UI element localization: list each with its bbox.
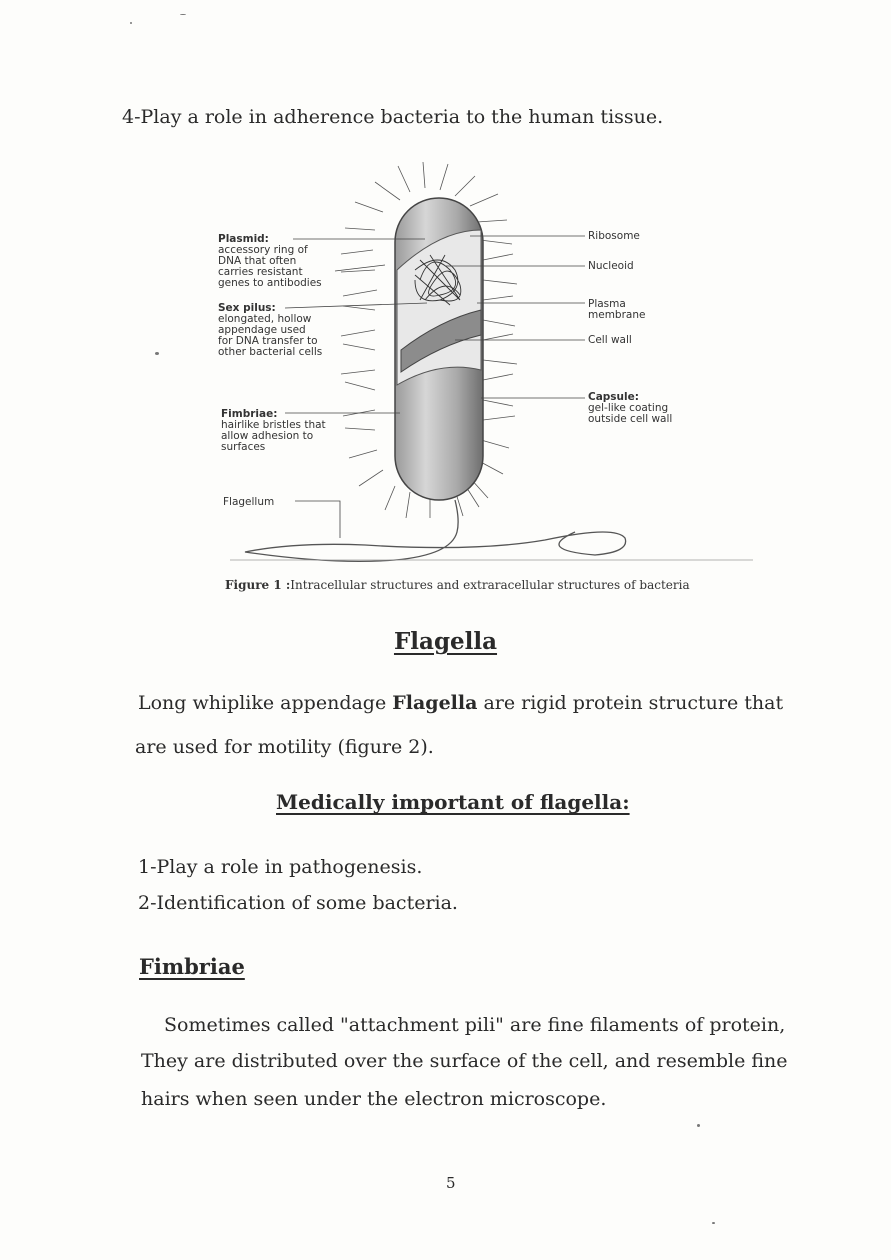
bacteria-diagram — [215, 160, 760, 580]
label-plasma-membrane: membrane — [588, 309, 646, 321]
fimbriae-line-1: Sometimes called "attachment pili" are fine filaments of protein, — [164, 1014, 786, 1036]
scan-speck — [180, 14, 186, 15]
fimbriae-line-3: hairs when seen under the electron microscope. — [141, 1088, 607, 1110]
label-plasma-membrane: Plasma — [588, 298, 626, 310]
label-capsule-line: outside cell wall — [588, 413, 673, 425]
flagellum-tail — [245, 500, 626, 561]
scan-speck — [712, 1222, 715, 1224]
label-fimbriae-line: hairlike bristles that — [221, 419, 326, 431]
label-nucleoid: Nucleoid — [588, 260, 634, 272]
label-fimbriae-line: surfaces — [221, 441, 266, 453]
flagella-para-part1: Long whiplike appendage — [138, 692, 393, 714]
label-plasmid-line: accessory ring of — [218, 244, 308, 256]
caption-prefix: Figure 1 : — [225, 578, 291, 592]
scan-speck — [697, 1124, 700, 1127]
flagella-heading: Flagella — [393, 628, 498, 655]
label-flagellum: Flagellum — [223, 496, 275, 508]
flagella-para-bold: Flagella — [392, 692, 478, 714]
intro-line-4: 4-Play a role in adherence bacteria to the human tissue. — [122, 106, 664, 128]
page-number: 5 — [446, 1174, 456, 1192]
figure-caption — [225, 578, 690, 592]
label-sexpilus-title: Sex pilus: — [218, 302, 276, 314]
fimbriae-line-2: They are distributed over the surface of the cell, and resemble fine — [141, 1050, 788, 1072]
label-capsule-title: Capsule: — [588, 391, 639, 403]
fimbriae-heading: Fimbriae — [139, 954, 245, 979]
flagella-para-line1 — [138, 692, 783, 714]
label-capsule-line: gel-like coating — [588, 402, 669, 414]
label-sexpilus-line: elongated, hollow — [218, 313, 312, 325]
label-ribosome: Ribosome — [588, 230, 640, 242]
label-plasmid-title: Plasmid: — [218, 233, 269, 245]
label-plasmid-line: carries resistant — [218, 266, 303, 278]
label-fimbriae-title: Fimbriae: — [221, 408, 278, 420]
label-sexpilus-line: other bacterial cells — [218, 346, 323, 358]
scan-speck — [130, 22, 132, 24]
scan-speck — [155, 352, 159, 355]
label-fimbriae-line: allow adhesion to — [221, 430, 314, 442]
bacteria-figure — [215, 160, 760, 580]
medical-item-2: 2-Identification of some bacteria. — [138, 892, 458, 914]
flagella-para-part2: are rigid protein structure that — [477, 692, 784, 714]
label-cell-wall: Cell wall — [588, 334, 632, 346]
label-sexpilus-line: appendage used — [218, 324, 306, 336]
label-plasmid-line: genes to antibodies — [218, 277, 322, 289]
medical-item-1: 1-Play a role in pathogenesis. — [138, 856, 423, 878]
label-plasmid-line: DNA that often — [218, 255, 297, 267]
flagella-para-line2: are used for motility (figure 2). — [135, 736, 434, 758]
medical-heading: Medically important of flagella: — [276, 790, 630, 814]
caption-text: Intracellular structures and extraracellular structures of bacteria — [290, 578, 690, 592]
label-sexpilus-line: for DNA transfer to — [218, 335, 318, 347]
